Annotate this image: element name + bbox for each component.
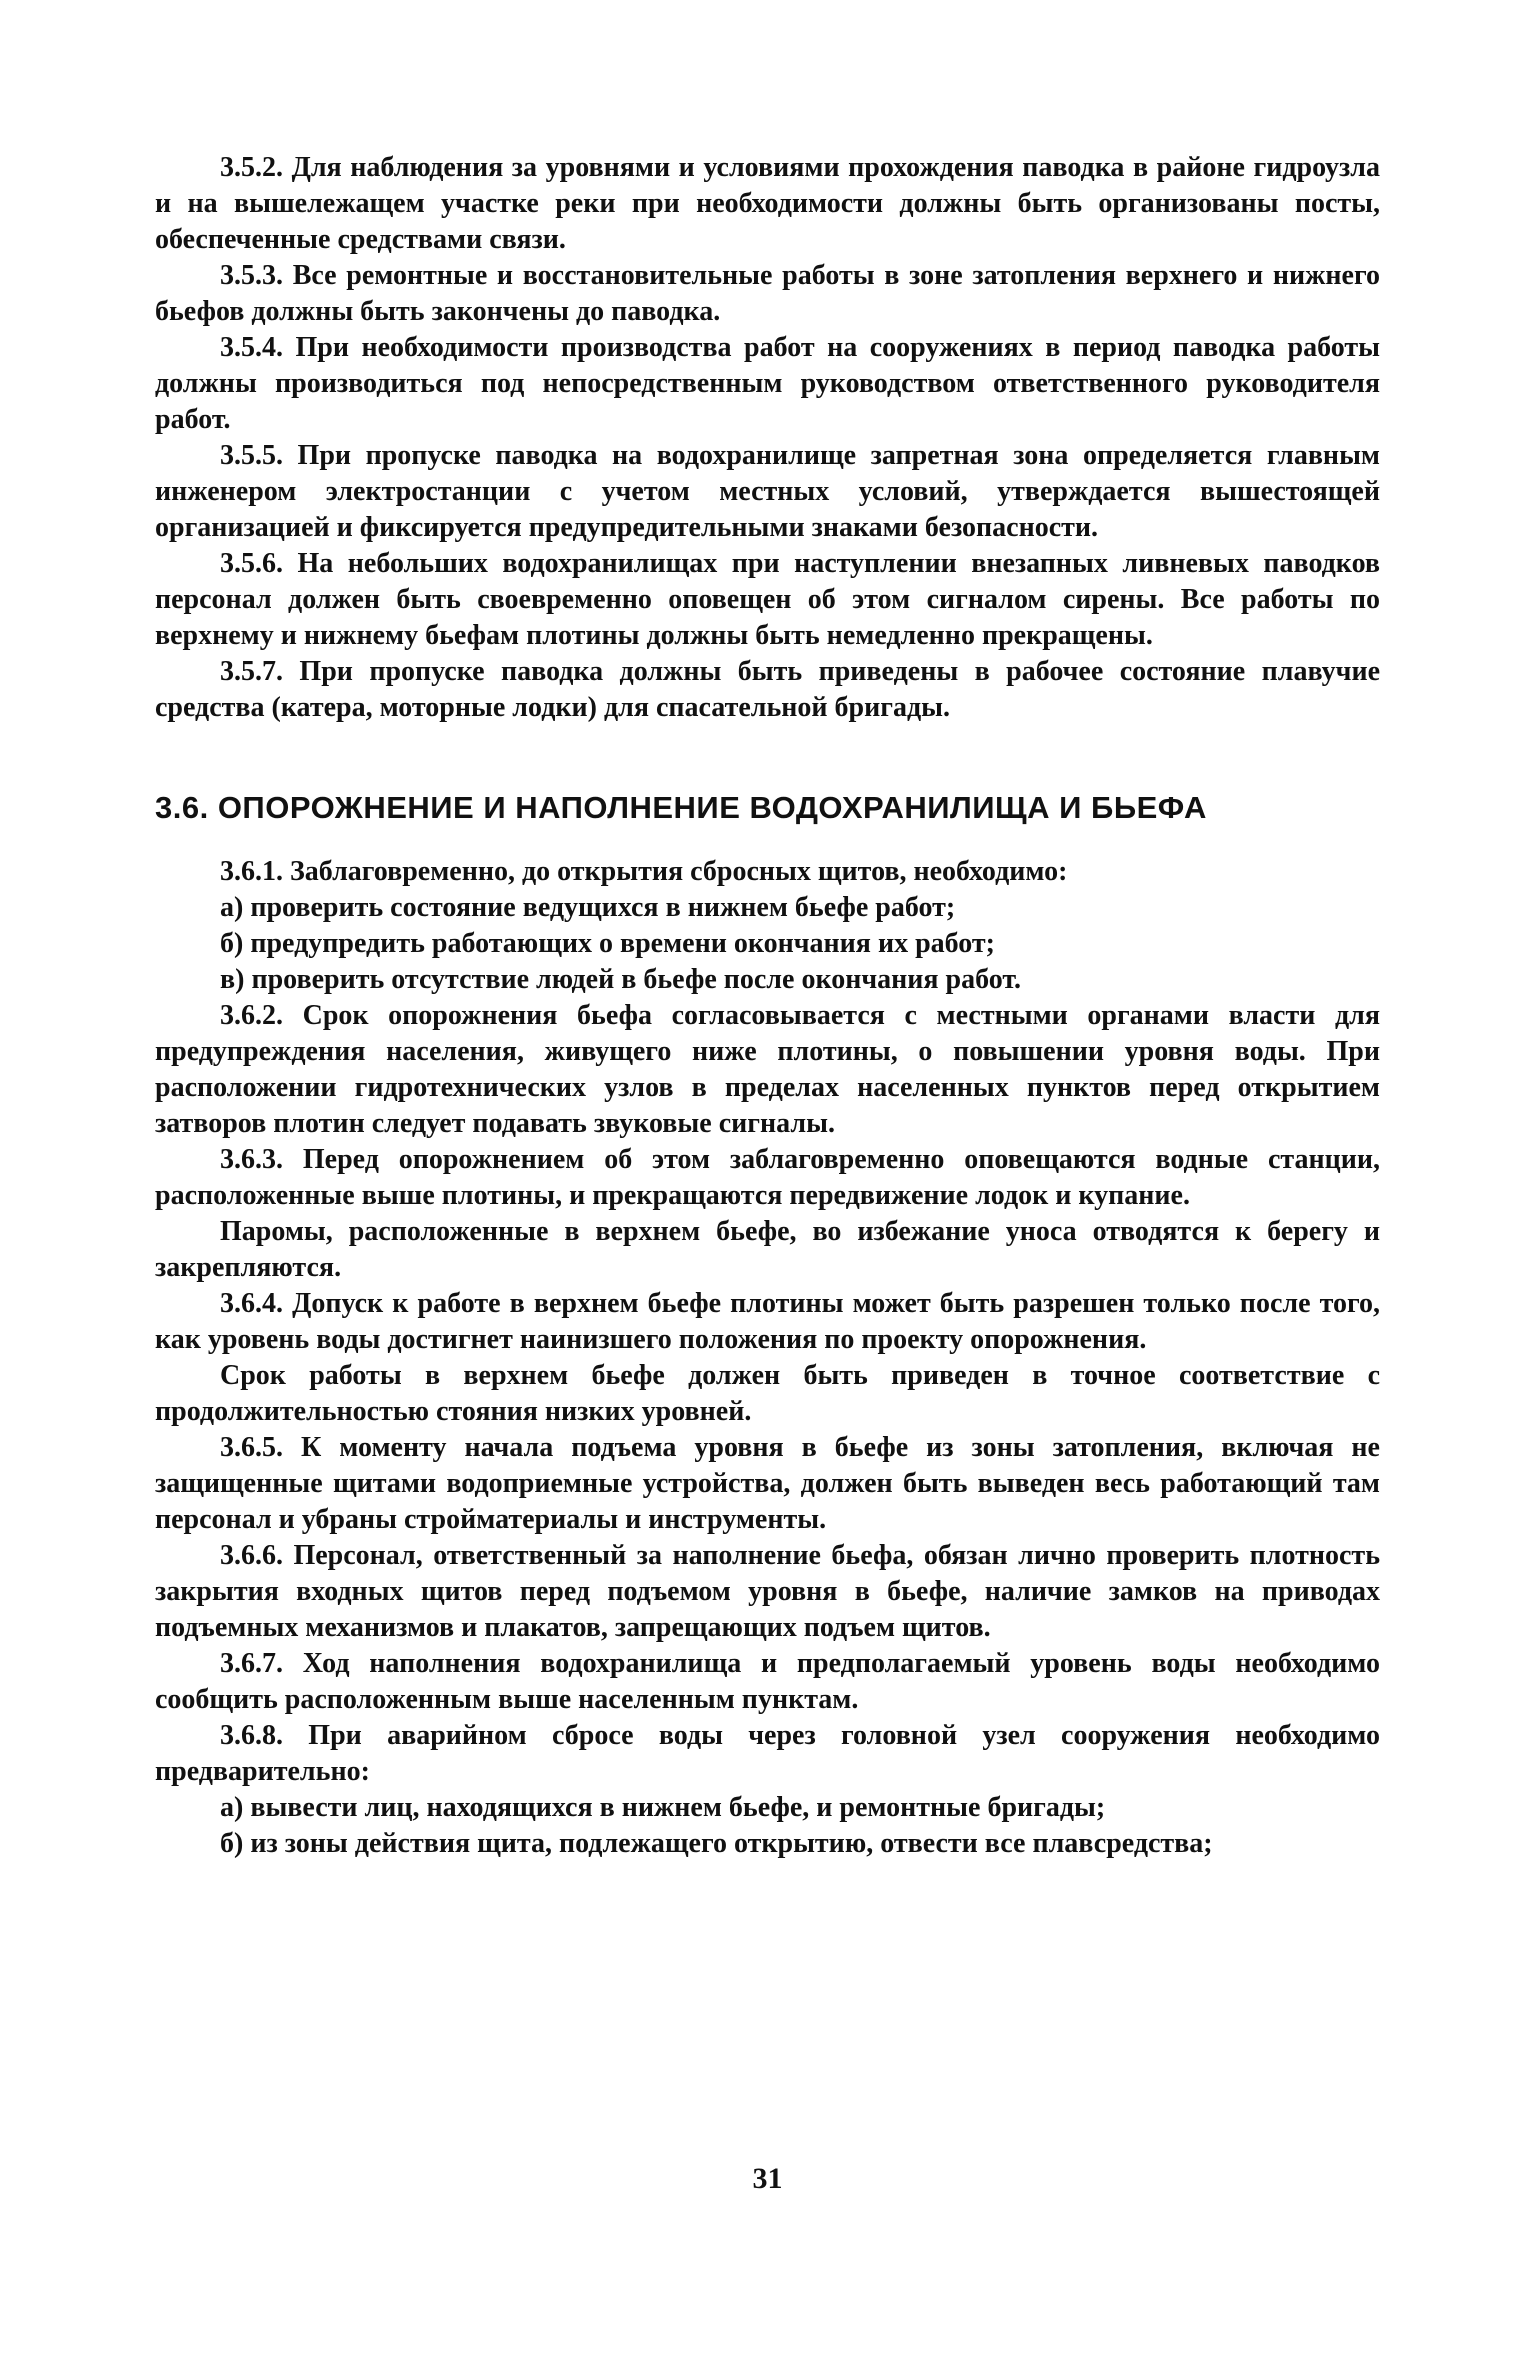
paragraph-3-6-3	[155, 1142, 1380, 1214]
list-item: а) вывести лиц, находящихся в нижнем бьефе, и ремонтные бригады;	[220, 1792, 1106, 1823]
paragraph-3-6-8	[155, 1718, 1380, 1790]
clause-text: Перед опорожнением об этом заблаговременно оповещаются водные станции, расположенные выше плотины, и прекращаются передвижение лодок и купание.	[155, 1144, 1381, 1211]
clause-number: 3.5.3.	[220, 260, 283, 291]
list-item: б) из зоны действия щита, подлежащего открытию, отвести все плавсредства;	[220, 1828, 1213, 1859]
paragraph-3-6-6	[155, 1538, 1380, 1646]
paragraph-3-6-5	[155, 1430, 1380, 1538]
clause-number: 3.5.2.	[220, 152, 283, 183]
paragraph-3-6-4-continued: Срок работы в верхнем бьефе должен быть приведен в точное соответствие с продолжительностью стояния низких уровней.	[155, 1360, 1380, 1427]
clause-text: Все ремонтные и восстановительные работы в зоне затопления верхнего и нижнего бьефов должны быть закончены до паводка.	[155, 260, 1381, 327]
paragraph-3-5-7	[155, 654, 1380, 726]
paragraph-3-6-2	[155, 998, 1380, 1142]
clause-text: К моменту начала подъема уровня в бьефе из зоны затопления, включая не защищенные щитами водоприемные устройства, должен быть выведен весь работающий там персонал и убраны стройматериалы и инструменты.	[155, 1432, 1380, 1535]
list-item: б) предупредить работающих о времени окончания их работ;	[220, 928, 996, 959]
paragraph-3-5-4	[155, 330, 1380, 438]
clause-number: 3.6.8.	[220, 1720, 283, 1751]
clause-text: При аварийном сбросе воды через головной узел сооружения необходимо предварительно:	[155, 1720, 1380, 1787]
document-page	[155, 150, 1380, 1862]
clause-text: Персонал, ответственный за наполнение бьефа, обязан лично проверить плотность закрытия входных щитов перед подъемом уровня в бьефе, наличие замков на приводах подъемных механизмов и плакатов, запрещающих подъем щитов.	[155, 1540, 1380, 1643]
clause-text: Срок опорожнения бьефа согласовывается с местными органами власти для предупреждения населения, живущего ниже плотины, о повышении уровня воды. При расположении гидротехнических узлов в пределах населенных пунктов перед открытием затворов плотин следует подавать звуковые сигналы.	[155, 1000, 1380, 1139]
clause-text: При необходимости производства работ на сооружениях в период паводка работы должны производиться под непосредственным руководством ответственного руководителя работ.	[155, 332, 1380, 435]
clause-text: Для наблюдения за уровнями и условиями прохождения паводка в районе гидроузла и на вышележащем участке реки при необходимости должны быть организованы посты, обеспеченные средствами связи.	[155, 152, 1380, 255]
clause-number: 3.5.7.	[220, 656, 283, 687]
clause-text: Заблаговременно, до открытия сбросных щитов, необходимо:	[290, 856, 1068, 887]
clause-number: 3.6.2.	[220, 1000, 283, 1031]
section-heading: 3.6. ОПОРОЖНЕНИЕ И НАПОЛНЕНИЕ ВОДОХРАНИЛИЩА И БЬЕФА	[155, 790, 1207, 825]
paragraph-3-6-1	[155, 854, 1380, 890]
list-item: а) проверить состояние ведущихся в нижнем бьефе работ;	[220, 892, 956, 923]
paragraph-3-5-5	[155, 438, 1380, 546]
paragraph-3-6-4	[155, 1286, 1380, 1358]
clause-text: Допуск к работе в верхнем бьефе плотины может быть разрешен только после того, как уровень воды достигнет наинизшего положения по проекту опорожнения.	[155, 1288, 1381, 1355]
clause-text: Ход наполнения водохранилища и предполагаемый уровень воды необходимо сообщить расположенным выше населенным пунктам.	[155, 1648, 1381, 1715]
clause-number: 3.5.5.	[220, 440, 283, 471]
page-number: 31	[752, 2162, 783, 2195]
paragraph-3-5-3	[155, 258, 1380, 330]
paragraph-3-6-7	[155, 1646, 1380, 1718]
clause-text: На небольших водохранилищах при наступлении внезапных ливневых паводков персонал должен быть своевременно оповещен об этом сигналом сирены. Все работы по верхнему и нижнему бьефам плотины должны быть немедленно прекращены.	[155, 548, 1380, 651]
clause-text: При пропуске паводка на водохранилище запретная зона определяется главным инженером электростанции с учетом местных условий, утверждается вышестоящей организацией и фиксируется предупредительными знаками безопасности.	[155, 440, 1381, 543]
clause-number: 3.6.4.	[220, 1288, 283, 1319]
clause-number: 3.6.1.	[220, 856, 283, 887]
clause-number: 3.5.4.	[220, 332, 283, 363]
clause-number: 3.6.5.	[220, 1432, 283, 1463]
paragraph-3-5-6	[155, 546, 1380, 654]
clause-number: 3.6.6.	[220, 1540, 283, 1571]
clause-text: При пропуске паводка должны быть приведены в рабочее состояние плавучие средства (катера, моторные лодки) для спасательной бригады.	[155, 656, 1381, 723]
clause-number: 3.5.6.	[220, 548, 283, 579]
clause-number: 3.6.3.	[220, 1144, 283, 1175]
list-item: в) проверить отсутствие людей в бьефе после окончания работ.	[220, 964, 1022, 995]
paragraph-3-6-3-continued: Паромы, расположенные в верхнем бьефе, во избежание уноса отводятся к берегу и закрепляются.	[155, 1216, 1380, 1283]
paragraph-3-5-2	[155, 150, 1380, 258]
clause-number: 3.6.7.	[220, 1648, 283, 1679]
